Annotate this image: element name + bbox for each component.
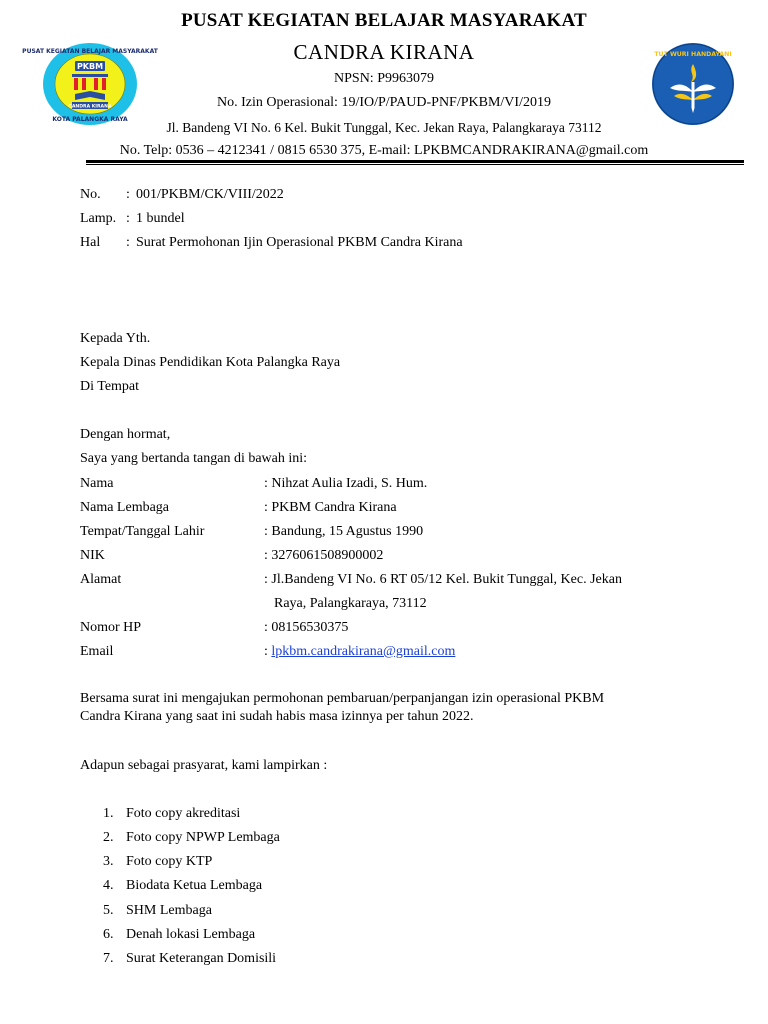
list-item-number: 2. bbox=[103, 830, 114, 845]
field-value-ttl: : Bandung, 15 Agustus 1990 bbox=[264, 524, 424, 539]
meta-subject-label: Hal bbox=[80, 235, 101, 250]
request-paragraph-line1: Bersama surat ini mengajukan permohonan pembaruan/perpanjangan izin operasional PKBM bbox=[80, 691, 605, 706]
intro-line: Saya yang bertanda tangan di bawah ini: bbox=[80, 451, 308, 466]
field-value-email bbox=[264, 644, 455, 660]
meta-attachment-value: 1 bundel bbox=[136, 211, 185, 226]
field-label-ttl: Tempat/Tanggal Lahir bbox=[80, 524, 205, 539]
recipient-name: Kepala Dinas Pendidikan Kota Palangka Raya bbox=[80, 355, 341, 370]
field-value-nama: : Nihzat Aulia Izadi, S. Hum. bbox=[264, 476, 428, 491]
field-label-hp: Nomor HP bbox=[80, 620, 142, 635]
list-item-number: 1. bbox=[103, 806, 114, 821]
meta-attachment-sep: : bbox=[126, 211, 130, 226]
address-line: Jl. Bandeng VI No. 6 Kel. Bukit Tunggal, Kec. Jekan Raya, Palangkaraya 73112 bbox=[166, 120, 602, 135]
list-item: SHM Lembaga bbox=[126, 903, 212, 918]
field-value-lembaga: : PKBM Candra Kirana bbox=[264, 500, 397, 515]
prerequisite-intro: Adapun sebagai prasyarat, kami lampirkan : bbox=[80, 758, 328, 773]
contact-line: No. Telp: 0536 – 4212341 / 0815 6530 375, E-mail: LPKBMCANDRAKIRANA@gmail.com bbox=[119, 143, 649, 158]
field-value-nik: : 3276061508900002 bbox=[264, 548, 384, 563]
meta-number-sep: : bbox=[126, 187, 130, 202]
field-value-hp: : 08156530375 bbox=[264, 620, 349, 635]
institution-title: PUSAT KEGIATAN BELAJAR MASYARAKAT bbox=[181, 10, 587, 31]
izin-line: No. Izin Operasional: 19/IO/P/PAUD-PNF/PKBM/VI/2019 bbox=[217, 95, 551, 110]
recipient-place: Di Tempat bbox=[80, 379, 140, 394]
list-item-number: 3. bbox=[103, 854, 114, 869]
field-value-alamat: : Jl.Bandeng VI No. 6 RT 05/12 Kel. Bukit Tunggal, Kec. Jekan bbox=[264, 572, 622, 587]
svg-text:TUT WURI HANDAYANI: TUT WURI HANDAYANI bbox=[654, 51, 732, 58]
institution-name: CANDRA KIRANA bbox=[293, 40, 475, 64]
email-prefix: : bbox=[264, 644, 272, 659]
field-value-alamat-cont: Raya, Palangkaraya, 73112 bbox=[274, 596, 427, 611]
meta-subject-value: Surat Permohonan Ijin Operasional PKBM Candra Kirana bbox=[136, 235, 463, 250]
email-link[interactable]: lpkbm.candrakirana@gmail.com bbox=[271, 644, 456, 659]
svg-text:CANDRA KIRANA: CANDRA KIRANA bbox=[68, 104, 112, 110]
meta-subject-sep: : bbox=[126, 235, 130, 250]
list-item: Foto copy NPWP Lembaga bbox=[126, 830, 280, 845]
field-label-nik: NIK bbox=[80, 548, 105, 563]
list-item: Foto copy akreditasi bbox=[126, 806, 241, 821]
letterhead-rule bbox=[86, 160, 744, 163]
recipient-salutation: Kepada Yth. bbox=[80, 331, 151, 346]
svg-text:PUSAT KEGIATAN BELAJAR MASYARA: PUSAT KEGIATAN BELAJAR MASYARAKAT bbox=[22, 48, 158, 55]
request-paragraph-line2: Candra Kirana yang saat ini sudah habis masa izinnya per tahun 2022. bbox=[80, 709, 474, 724]
list-item: Foto copy KTP bbox=[126, 854, 213, 869]
meta-number-value: 001/PKBM/CK/VIII/2022 bbox=[136, 187, 284, 202]
svg-text:PKBM: PKBM bbox=[76, 62, 104, 71]
list-item-number: 7. bbox=[103, 951, 114, 966]
letterhead-rule-thin bbox=[86, 164, 744, 165]
field-label-nama: Nama bbox=[80, 476, 114, 491]
greeting: Dengan hormat, bbox=[80, 427, 171, 442]
meta-number-label: No. bbox=[80, 187, 101, 202]
field-label-lembaga: Nama Lembaga bbox=[80, 500, 170, 515]
npsn-line: NPSN: P9963079 bbox=[334, 71, 434, 86]
field-label-email: Email bbox=[80, 644, 114, 659]
list-item: Biodata Ketua Lembaga bbox=[126, 878, 263, 893]
list-item: Surat Keterangan Domisili bbox=[126, 951, 277, 966]
list-item: Denah lokasi Lembaga bbox=[126, 927, 256, 942]
meta-attachment-label: Lamp. bbox=[80, 211, 117, 226]
list-item-number: 4. bbox=[103, 878, 114, 893]
list-item-number: 5. bbox=[103, 903, 114, 918]
svg-text:KOTA PALANGKA RAYA: KOTA PALANGKA RAYA bbox=[52, 116, 128, 123]
field-label-alamat: Alamat bbox=[80, 572, 122, 587]
list-item-number: 6. bbox=[103, 927, 114, 942]
